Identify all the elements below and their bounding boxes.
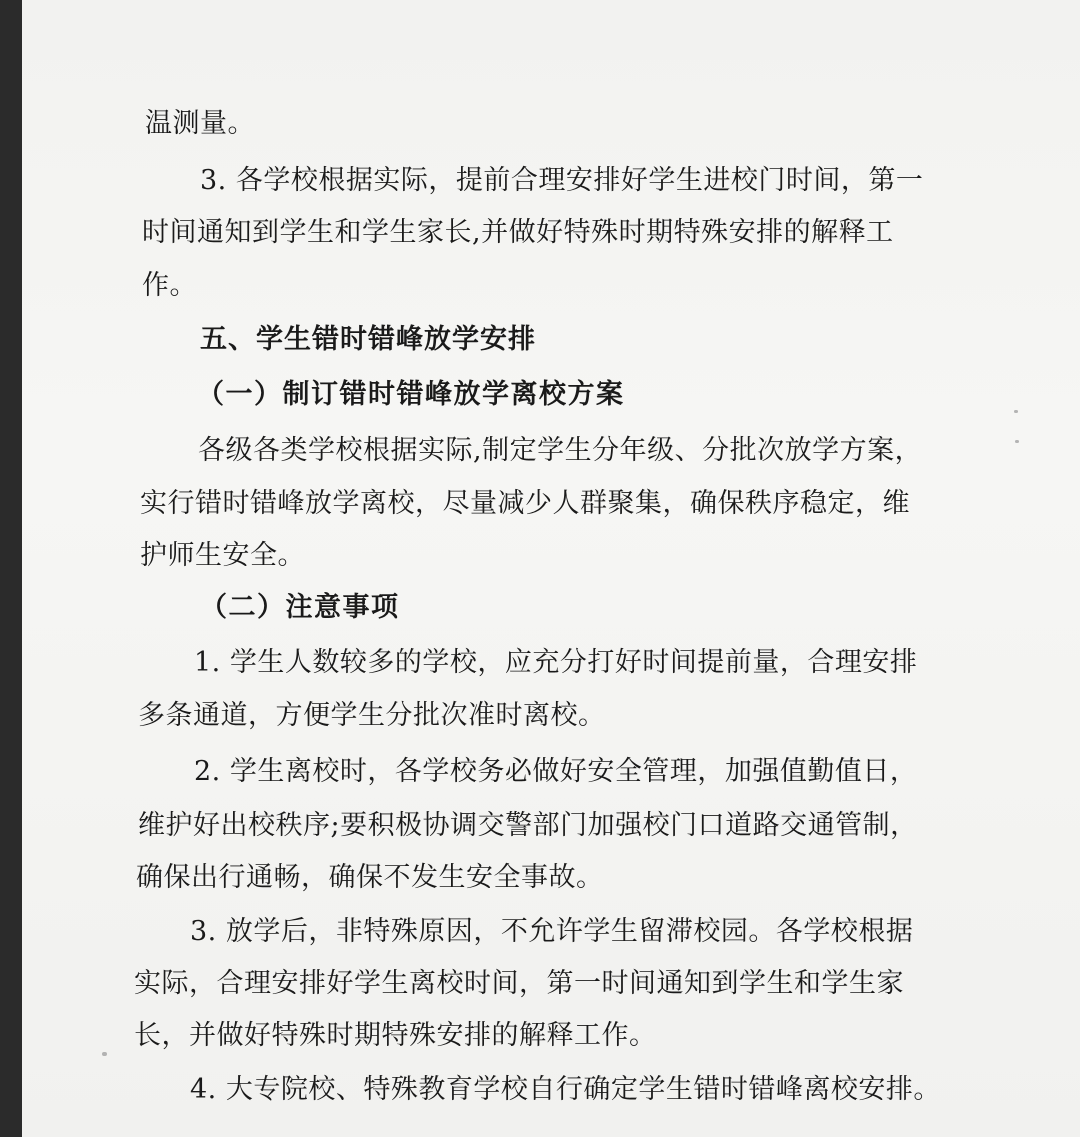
scan-speck xyxy=(102,1052,107,1056)
paragraph-line: 确保出行通畅，确保不发生安全事故。 xyxy=(136,862,604,893)
paragraph-line: 实行错时错峰放学离校，尽量减少人群聚集，确保秩序稳定，维 xyxy=(140,488,910,519)
document-page xyxy=(22,0,1080,1137)
scan-speck xyxy=(1015,440,1019,443)
paragraph-line: 维护好出校秩序;要积极协调交警部门加强校门口道路交通管制， xyxy=(138,810,918,841)
paragraph-line: 护师生安全。 xyxy=(140,540,305,571)
paragraph-line: 1. 学生人数较多的学校，应充分打好时间提前量，合理安排 xyxy=(194,647,918,678)
paragraph-line: 3. 放学后，非特殊原因，不允许学生留滞校园。各学校根据 xyxy=(190,916,914,947)
paragraph-line: 多条通道，方便学生分批次准时离校。 xyxy=(138,700,606,731)
subsection-heading: （二）注意事项 xyxy=(200,592,400,623)
paragraph-line: 实际，合理安排好学生离校时间，第一时间通知到学生和学生家 xyxy=(134,968,904,999)
paragraph-line: 时间通知到学生和学生家长,并做好特殊时期特殊安排的解释工 xyxy=(142,217,894,248)
paragraph-line: 2. 学生离校时，各学校务必做好安全管理，加强值勤值日， xyxy=(194,756,918,787)
paragraph-line: 作。 xyxy=(142,270,197,301)
paragraph-line: 长，并做好特殊时期特殊安排的解释工作。 xyxy=(134,1020,657,1051)
paragraph-line: 4. 大专院校、特殊教育学校自行确定学生错时错峰离校安排。 xyxy=(190,1074,941,1105)
paragraph-line: 3. 各学校根据实际，提前合理安排好学生进校门时间，第一 xyxy=(200,165,924,196)
scan-speck xyxy=(1014,410,1018,413)
paragraph-line: 温测量。 xyxy=(145,108,255,139)
paragraph-line: 各级各类学校根据实际,制定学生分年级、分批次放学方案， xyxy=(198,435,923,466)
subsection-heading: （一）制订错时错峰放学离校方案 xyxy=(197,379,625,410)
section-heading: 五、学生错时错峰放学安排 xyxy=(200,324,536,355)
